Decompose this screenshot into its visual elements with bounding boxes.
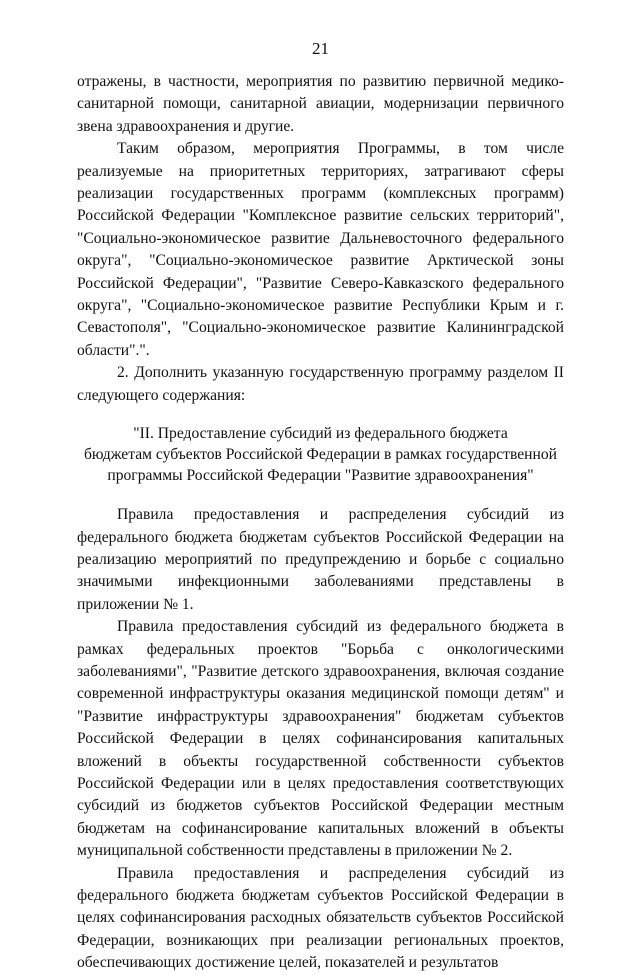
paragraph-add-section: 2. Дополнить указанную государственную программу разделом II следующего содержания: (77, 364, 564, 404)
section-heading-line-2: бюджетам субъектов Российской Федерации в рамках государственной (83, 446, 557, 464)
paragraph-subsidy-rules-regional: Правила предоставления и распределения субсидий из федерального бюджета бюджетам субъектов Российской Федерации в целях софинансирования расходных обязательств субъектов Российской Федерации, возникающих при реализации региональных проектов, обеспечивающих достижение целей, показателей и результатов (77, 864, 564, 972)
paragraph-continuation: отражены, в частности, мероприятия по развитию первичной медико-санитарной помощи, санитарной авиации, модернизации первичного звена здравоохранения и другие. (77, 73, 564, 135)
paragraph-subsidy-rules-capital: Правила предоставления субсидий из федерального бюджета в рамках федеральных проектов "Борьба с онкологическими заболеваниями", "Развитие детского здравоохранения, включая создание современной инфраструктуры оказания медицинской помощи детям" и "Развитие инфраструктуры здравоохранения" бюджетам субъектов Российской Федерации в целях софинансирования капитальных вложений в объекты государственной собственности субъектов Российской Федерации или в целях предоставления соответствующих субсидий из бюджетов субъектов Российской Федерации местным бюджетам на софинансирование капитальных вложений в объекты муниципальной собственности представлены в приложении № 2. (77, 618, 564, 860)
section-heading-line-3: программы Российской Федерации "Развитие здравоохранения" (107, 467, 534, 485)
document-page (77, 38, 564, 975)
section-heading-line-1: "II. Предоставление субсидий из федерального бюджета (133, 425, 508, 443)
paragraph-program-scope: Таким образом, мероприятия Программы, в том числе реализуемые на приоритетных территориях, затрагивают сферы реализации государственных программ (комплексных программ) Российской Федерации "Комплексное развитие сельских территорий", "Социально-экономическое развитие Дальневосточного федерального округа", "Социально-экономическое развитие Арктической зоны Российской Федерации", "Развитие Северо-Кавказского федерального округа", "Социально-экономическое развитие Республики Крым и г. Севастополя", "Социально-экономическое развитие Калининградской области".". (77, 140, 564, 359)
page-number: 21 (312, 39, 329, 58)
section-heading (77, 423, 564, 486)
paragraph-subsidy-rules-infectious: Правила предоставления и распределения субсидий из федерального бюджета бюджетам субъектов Российской Федерации на реализацию мероприятий по предупреждению и борьбе с социально значимыми инфекционными заболеваниями представлены в приложении № 1. (77, 506, 564, 613)
